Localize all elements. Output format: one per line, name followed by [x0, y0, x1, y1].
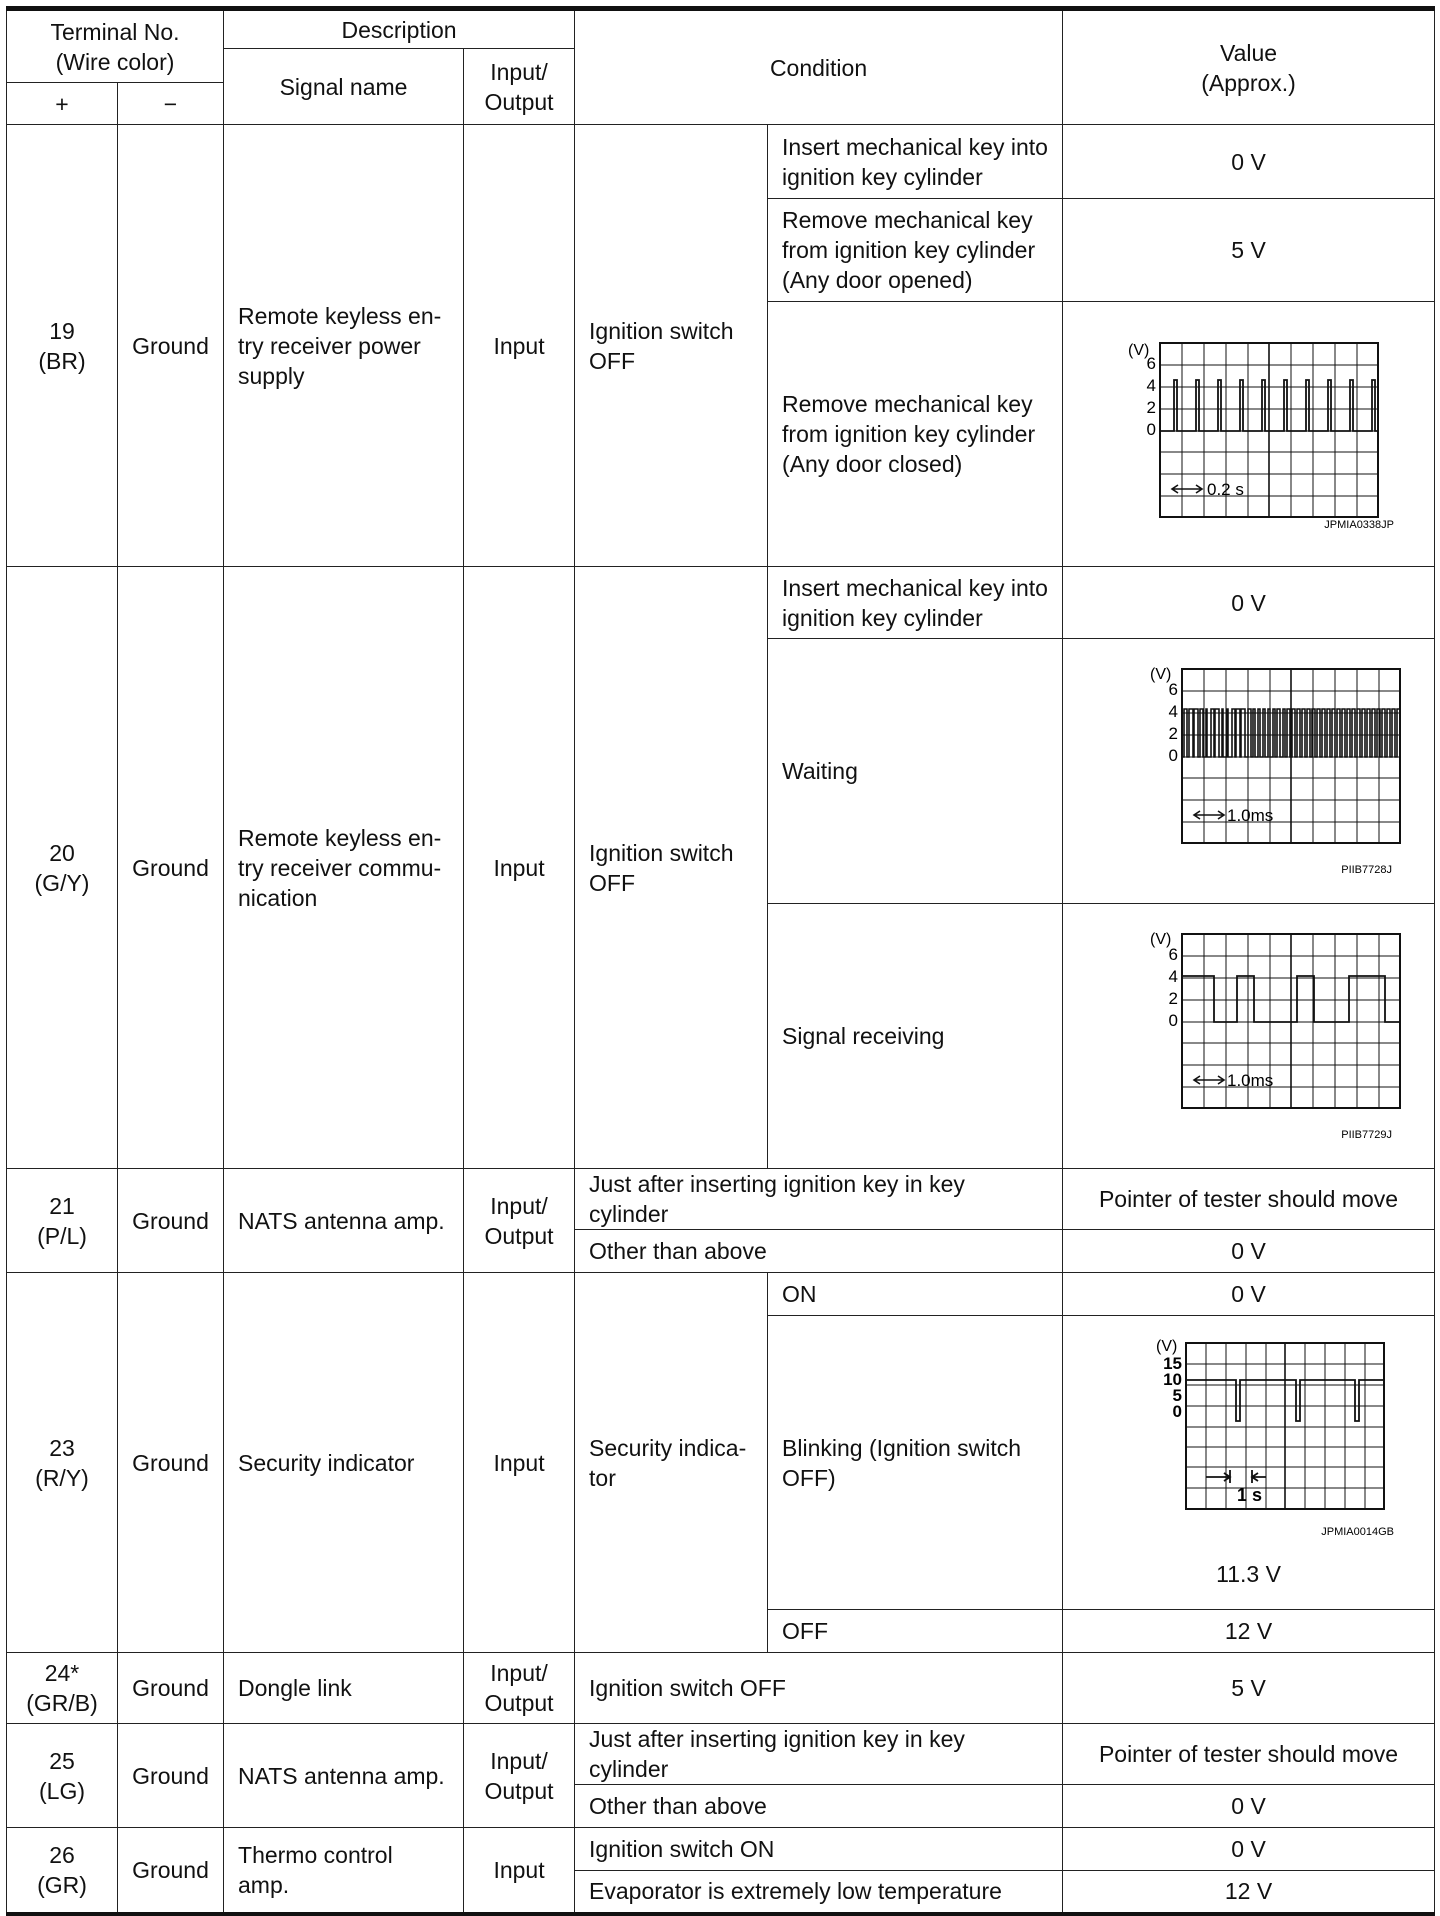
scope-y-tick: 5 [1172, 1385, 1182, 1405]
oscilloscope-figure [1077, 661, 1420, 881]
table-row [7, 1724, 1435, 1785]
table-row [7, 1653, 1435, 1724]
io-cell: Input [464, 1273, 575, 1653]
condition-line: OFF [589, 869, 636, 896]
condition-cell [575, 567, 768, 1169]
condition-line: Ignition switch [589, 317, 734, 344]
sub-condition-cell: Signal receiving [768, 904, 1063, 1169]
ground-cell: Ground [118, 1653, 224, 1724]
scope-y-tick: 0 [1168, 1011, 1178, 1030]
sub-condition-line: from ignition key cylinder [782, 421, 1036, 447]
io-cell [464, 1653, 575, 1724]
signal-line: Remote keyless en- [238, 824, 442, 851]
terminal-number: 19 [49, 317, 75, 344]
signal-line: try receiver commu- [238, 854, 442, 881]
value-cell: 0 V [1063, 567, 1435, 639]
sub-condition-cell [768, 302, 1063, 567]
oscilloscope-waveform-23 [1094, 1337, 1404, 1559]
sub-condition-line: ignition key cylinder [782, 163, 983, 190]
sub-condition-line: Blinking (Ignition switch [782, 1434, 1022, 1461]
scope-unit-label: (V) [1127, 342, 1149, 359]
terminal-number: 23 [49, 1434, 75, 1461]
io-line: Input/ [490, 1660, 548, 1686]
figure-code: PIIB7728J [1340, 864, 1392, 876]
condition-cell [575, 1273, 768, 1653]
sub-condition-cell [768, 1316, 1063, 1610]
table-row [7, 1273, 1435, 1316]
oscilloscope-waveform-19 [1094, 339, 1404, 529]
scope-time-label: 1.0ms [1226, 806, 1273, 825]
condition-line: Security indica- [589, 1434, 747, 1461]
sub-condition-line: Remove mechanical key [782, 207, 1033, 233]
condition-cell: Ignition switch OFF [575, 1653, 1063, 1724]
scope-grid [1186, 1343, 1384, 1509]
sub-condition-cell [768, 125, 1063, 199]
value-cell: 5 V [1063, 1653, 1435, 1724]
terminal-23-cell [7, 1273, 118, 1653]
terminal-26-cell [7, 1828, 118, 1914]
sub-condition-cell [768, 567, 1063, 639]
signal-name-cell [224, 125, 464, 567]
io-cell [464, 1724, 575, 1828]
scope-y-tick: 0 [1172, 1401, 1182, 1421]
terminal-number: 25 [49, 1747, 75, 1774]
scope-grid [1160, 343, 1378, 517]
io-cell: Input [464, 125, 575, 567]
sub-condition-line: OFF) [782, 1464, 836, 1491]
figure-code: JPMIA0338JP [1323, 519, 1394, 529]
value-cell: 0 V [1063, 125, 1435, 199]
value-header [1063, 9, 1435, 125]
terminal-20-cell [7, 567, 118, 1169]
wire-color: (P/L) [37, 1222, 87, 1249]
terminal-spec-table [6, 6, 1435, 1916]
sub-condition-cell [768, 199, 1063, 302]
signal-line: try receiver power [238, 332, 421, 359]
signal-name-cell: Thermo control amp. [224, 1828, 464, 1914]
scope-y-tick: 6 [1168, 680, 1178, 699]
scope-unit-label: (V) [1149, 666, 1171, 683]
ground-cell: Ground [118, 1169, 224, 1273]
plus-header: + [7, 83, 118, 125]
scope-y-tick: 10 [1162, 1369, 1182, 1389]
signal-name-cell: NATS antenna amp. [224, 1169, 464, 1273]
scope-y-tick: 15 [1162, 1353, 1182, 1373]
value-cell: 5 V [1063, 199, 1435, 302]
io-line: Input/ [490, 1192, 548, 1219]
sub-condition-line: (Any door closed) [782, 451, 963, 477]
io-line: Input/ [490, 1747, 548, 1774]
table-row [7, 125, 1435, 199]
terminal-number: 24* [44, 1660, 80, 1686]
oscilloscope-figure [1077, 1337, 1420, 1589]
condition-cell: Evaporator is extremely low temperature [575, 1871, 1063, 1914]
terminal-24-cell [7, 1653, 118, 1724]
scope-unit-label: (V) [1149, 931, 1171, 948]
signal-line: nication [238, 884, 318, 911]
description-header: Description [224, 9, 575, 49]
wire-color: (BR) [38, 347, 86, 374]
figure-code: JPMIA0014GB [1320, 1525, 1394, 1538]
signal-name-cell: Dongle link [224, 1653, 464, 1724]
terminal-no-header: Terminal No. [50, 18, 180, 45]
waveform-cell [1063, 1316, 1435, 1610]
sub-condition-line: ignition key cylinder [782, 604, 983, 631]
scope-y-tick: 2 [1168, 724, 1178, 743]
scope-y-tick: 4 [1168, 967, 1178, 986]
scope-time-arrow [1206, 1470, 1266, 1483]
condition-cell: Other than above [575, 1785, 1063, 1828]
oscilloscope-figure [1077, 926, 1420, 1146]
waveform-cell [1063, 302, 1435, 567]
io-header [464, 49, 575, 125]
wire-color: (G/Y) [34, 869, 90, 896]
scope-y-tick: 0 [1168, 746, 1178, 765]
figure-code: PIIB7729J [1340, 1129, 1392, 1141]
io-line: Output [484, 1777, 554, 1804]
table-row [7, 1169, 1435, 1230]
condition-cell: Just after inserting ignition key in key cylinder [575, 1169, 1063, 1230]
io-cell [464, 1169, 575, 1273]
scope-y-tick: 6 [1168, 945, 1178, 964]
condition-cell: Ignition switch ON [575, 1828, 1063, 1871]
table-row [7, 1828, 1435, 1871]
oscilloscope-figure [1077, 339, 1420, 529]
condition-cell [575, 125, 768, 567]
scope-y-tick: 4 [1168, 702, 1178, 721]
condition-header: Condition [575, 9, 1063, 125]
value-cell: Pointer of tester should move [1063, 1169, 1435, 1230]
sub-condition-line: Remove mechanical key [782, 391, 1033, 417]
ground-cell: Ground [118, 567, 224, 1169]
io-cell: Input [464, 567, 575, 1169]
waveform-cell [1063, 904, 1435, 1169]
sub-condition-cell: Waiting [768, 639, 1063, 904]
io-header-line1: Input/ [490, 58, 548, 85]
signal-name-header: Signal name [224, 49, 464, 125]
ground-cell: Ground [118, 1724, 224, 1828]
scope-unit-label: (V) [1155, 1337, 1177, 1355]
io-line: Output [484, 1690, 554, 1716]
waveform-cell [1063, 639, 1435, 904]
scope-time-arrow [1194, 811, 1224, 819]
condition-cell: Just after inserting ignition key in key cylinder [575, 1724, 1063, 1785]
terminal-19-cell [7, 125, 118, 567]
value-cell: 12 V [1063, 1610, 1435, 1653]
wire-color: (LG) [39, 1777, 85, 1804]
scope-time-label: 0.2 s [1206, 480, 1244, 499]
wire-color: (R/Y) [35, 1464, 89, 1491]
approx-header-label: (Approx.) [1201, 69, 1296, 96]
terminal-number: 21 [49, 1192, 75, 1219]
value-cell: 0 V [1063, 1828, 1435, 1871]
sub-condition-line: from ignition key cylinder [782, 237, 1036, 263]
sub-condition-line: Insert mechanical key into [782, 133, 1048, 160]
blinking-value: 11.3 V [1216, 1560, 1281, 1587]
scope-y-tick: 6 [1146, 354, 1156, 373]
wire-color-header: (Wire color) [55, 48, 175, 75]
terminal-21-cell [7, 1169, 118, 1273]
condition-cell: Other than above [575, 1230, 1063, 1273]
io-cell: Input [464, 1828, 575, 1914]
scope-time-arrow [1172, 485, 1202, 493]
minus-header: − [118, 83, 224, 125]
sub-condition-line: Insert mechanical key into [782, 574, 1048, 601]
sub-condition-cell: ON [768, 1273, 1063, 1316]
wire-color: (GR/B) [26, 1690, 98, 1716]
scope-y-tick: 0 [1146, 420, 1156, 439]
scope-time-label: 1.0ms [1226, 1071, 1273, 1090]
signal-name-cell: NATS antenna amp. [224, 1724, 464, 1828]
ground-cell: Ground [118, 1273, 224, 1653]
scope-time-label: 1 s [1236, 1484, 1262, 1505]
terminal-header [7, 9, 224, 83]
signal-line: Remote keyless en- [238, 302, 442, 329]
condition-line: tor [589, 1464, 616, 1491]
io-line: Output [484, 1222, 554, 1249]
value-header-label: Value [1219, 39, 1278, 66]
value-cell: 12 V [1063, 1871, 1435, 1914]
sub-condition-line: (Any door opened) [782, 267, 973, 293]
condition-line: Ignition switch [589, 839, 734, 866]
oscilloscope-waveform-20-receiving [1094, 926, 1404, 1146]
value-cell: 0 V [1063, 1785, 1435, 1828]
scope-time-arrow [1194, 1076, 1224, 1084]
signal-name-cell: Security indicator [224, 1273, 464, 1653]
io-header-line2: Output [484, 88, 554, 115]
scope-y-tick: 2 [1146, 398, 1156, 417]
terminal-number: 26 [49, 1841, 75, 1868]
table-row [7, 567, 1435, 639]
ground-cell: Ground [118, 125, 224, 567]
signal-name-cell [224, 567, 464, 1169]
terminal-25-cell [7, 1724, 118, 1828]
scope-y-tick: 2 [1168, 989, 1178, 1008]
condition-line: OFF [589, 347, 636, 374]
value-cell: Pointer of tester should move [1063, 1724, 1435, 1785]
sub-condition-cell: OFF [768, 1610, 1063, 1653]
value-cell: 0 V [1063, 1230, 1435, 1273]
ground-cell: Ground [118, 1828, 224, 1914]
signal-line: supply [238, 362, 305, 389]
scope-y-tick: 4 [1146, 376, 1156, 395]
wire-color: (GR) [37, 1871, 87, 1898]
terminal-number: 20 [49, 839, 75, 866]
oscilloscope-waveform-20-waiting [1094, 661, 1404, 881]
value-cell: 0 V [1063, 1273, 1435, 1316]
